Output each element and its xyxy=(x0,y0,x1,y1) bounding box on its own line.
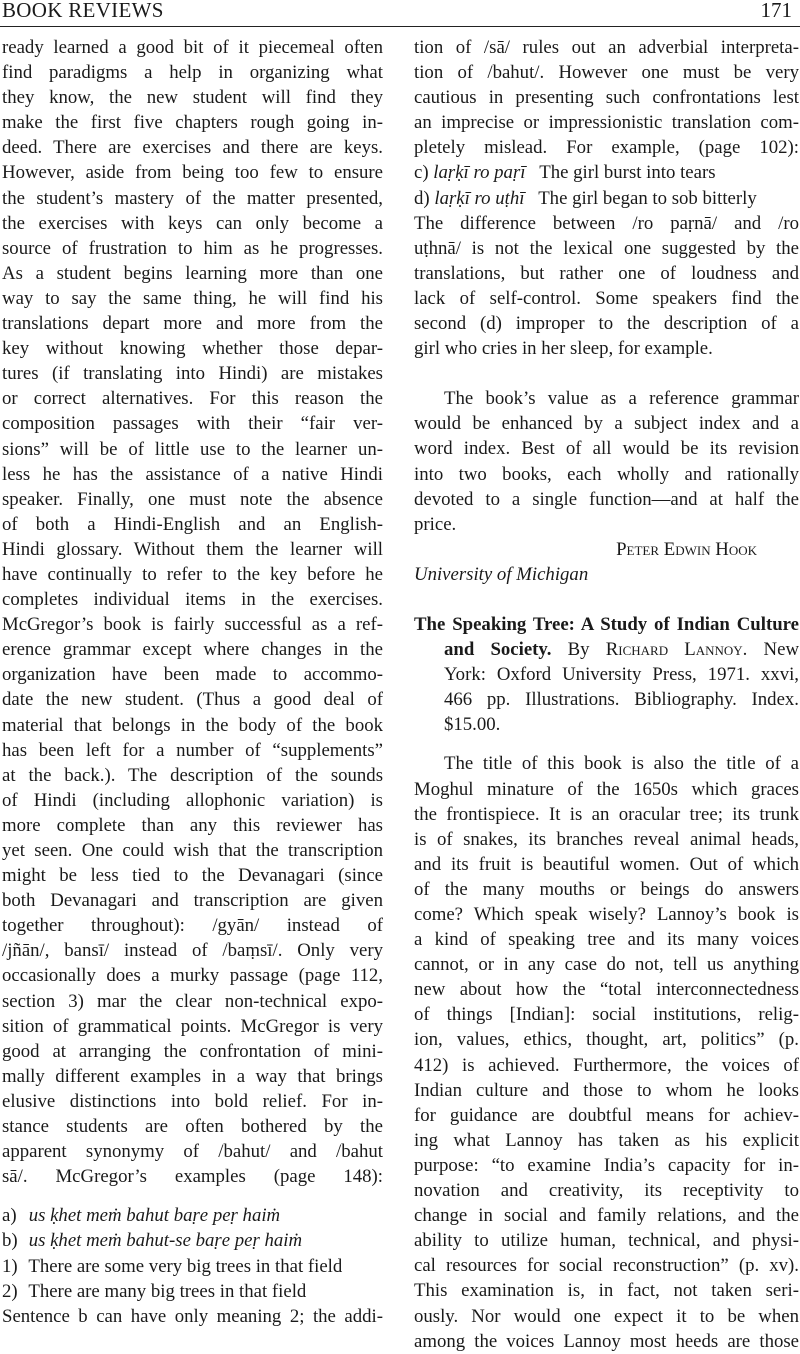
review-line: change in social and family relations, and the xyxy=(414,1205,799,1227)
closing-line: would be enhanced by a subject index and a xyxy=(414,413,799,435)
book-title-line-2 xyxy=(414,637,799,662)
left-text-line: of both a Hindi-English and an English- xyxy=(2,513,383,535)
left-text-line: completes individual items in the exercises. xyxy=(2,589,383,611)
review-line: among the voices Lannoy most heeds are those xyxy=(414,1330,799,1352)
left-column xyxy=(2,35,383,1329)
left-text-line: translations depart more and more from the xyxy=(2,313,383,335)
page-header xyxy=(0,0,800,24)
right-text-line: The difference between /ro paṛnā/ and /ro xyxy=(414,212,799,234)
closing-line: price. xyxy=(414,513,457,535)
left-text-line: composition passages with their “fair ver- xyxy=(2,413,383,435)
left-text-line: key without knowing whether those depar- xyxy=(2,338,383,360)
left-text-line: erence grammar except where changes in the xyxy=(2,639,383,661)
left-text-line: more complete than any this reviewer has xyxy=(2,814,383,836)
left-text-line: way to say the same thing, he will find his xyxy=(2,287,383,309)
left-text-line: deed. There are exercises and there are keys. xyxy=(2,137,383,159)
example-line xyxy=(2,1228,383,1253)
by-word: By xyxy=(567,639,590,661)
book-author: Richard Lannoy. xyxy=(605,639,748,661)
example-line xyxy=(2,1203,383,1228)
left-text-line: find paradigms a help in organizing what xyxy=(2,62,383,84)
example-label: a) xyxy=(2,1205,17,1227)
review-line: the frontispiece. It is an oracular tree; its trunk xyxy=(414,803,799,825)
reviewer-name: Peter Edwin Hook xyxy=(616,538,757,560)
example-label: c) xyxy=(414,162,429,184)
left-text-line: sition of grammatical points. McGregor is very xyxy=(2,1015,383,1037)
review-line: ing what Lannoy has taken as his explicit xyxy=(414,1129,799,1151)
review-line: This examination is, in fact, not taken seri- xyxy=(414,1280,799,1302)
review-line: ously. Nor would one expect it to be when xyxy=(414,1305,799,1327)
closing-paragraph xyxy=(414,386,799,537)
example-line xyxy=(414,186,799,211)
left-text-line: section 3) mar the clear non-technical expo- xyxy=(2,990,383,1012)
right-text-line: girl who cries in her sleep, for example. xyxy=(414,338,713,360)
left-text-line: sā/. McGregor’s examples (page 148): xyxy=(2,1166,383,1188)
review-line: ability to utilize human, technical, and physi- xyxy=(414,1230,799,1252)
left-text-line: elusive distinctions into bold relief. For in- xyxy=(2,1090,383,1112)
right-column xyxy=(414,35,799,1354)
left-text-line: However, aside from being too few to ensure xyxy=(2,162,383,184)
left-text-line: yet seen. One could wish that the transcription xyxy=(2,840,383,861)
review-line: is of snakes, its branches reveal animal heads, xyxy=(414,828,799,850)
left-text-line: speaker. Finally, one must note the absence xyxy=(2,488,383,510)
example-label: 1) xyxy=(2,1255,18,1277)
left-text-line: As a student begins learning more than one xyxy=(2,262,383,284)
left-text-line: of Hindi (including allophonic variation) is xyxy=(2,789,383,811)
reviewer-affiliation: University of Michigan xyxy=(414,563,589,585)
review-line: purpose: “to examine India’s capacity for in- xyxy=(414,1154,799,1176)
review-line: novation and creativity, its receptivity to xyxy=(414,1180,799,1202)
left-text-line: occasionally does a murky passage (page 112, xyxy=(2,965,383,987)
right-text-line: cautious in presenting such confrontations lest xyxy=(414,87,799,109)
left-text-line: McGregor’s book is fairly successful as a ref- xyxy=(2,614,383,636)
header-rule xyxy=(0,26,800,27)
book-entry xyxy=(414,612,799,737)
left-last-line: Sentence b can have only meaning 2; the addi- xyxy=(2,1305,383,1327)
right-text-line: tion of /bahut/. However one must be very xyxy=(414,62,799,84)
left-text-line: organization have been made to accommo- xyxy=(2,664,383,686)
example-line xyxy=(2,1279,383,1304)
left-examples xyxy=(2,1203,383,1303)
right-text-line: tion of /sā/ rules out an adverbial interpreta- xyxy=(414,37,799,58)
example-label: b) xyxy=(2,1230,18,1252)
right-text-line: lack of self-control. Some speakers find the xyxy=(414,287,799,309)
left-text-line: mally different examples in a way that brings xyxy=(2,1065,383,1087)
example-text: laṛḳī ro uṭhī xyxy=(434,187,525,209)
left-text-line: good at arranging the confrontation of mini- xyxy=(2,1040,383,1062)
review-line: a kind of speaking tree and its many voices xyxy=(414,929,799,951)
book-title-line-1: The Speaking Tree: A Study of Indian Culture xyxy=(414,613,799,635)
left-text-line: have continually to refer to the key before he xyxy=(2,563,383,585)
left-text-line: sions” will be of little use to the learner un- xyxy=(2,438,383,460)
right-text-line: second (d) improper to the description of a xyxy=(414,313,799,335)
book-title-end: and Society. xyxy=(444,639,552,661)
review-line: 412) is achieved. Furthermore, the voices of xyxy=(414,1054,799,1076)
right-examples xyxy=(414,160,799,210)
review-line: for guidance are doubtful means for achiev- xyxy=(414,1104,799,1126)
closing-line: devoted to a single function—and at half the xyxy=(414,488,799,510)
right-column-mid xyxy=(414,211,799,362)
left-text-line: or correct alternatives. For this reason the xyxy=(2,388,383,410)
example-gloss: The girl burst into tears xyxy=(539,162,716,184)
review-line: and its fruit is beautiful women. Out of which xyxy=(414,853,799,875)
book-price: $15.00. xyxy=(444,714,501,736)
running-head: BOOK REVIEWS xyxy=(2,0,164,22)
left-text-line: they know, the new student will find they xyxy=(2,87,383,109)
example-gloss: The girl began to sob bitterly xyxy=(538,187,757,209)
example-label: 2) xyxy=(2,1280,18,1302)
closing-line: The book’s value as a reference grammar xyxy=(444,388,799,410)
left-text-line: make the first five chapters rough going in- xyxy=(2,112,383,134)
left-text-line: material that belongs in the body of the book xyxy=(2,714,383,736)
right-text-line: uṭhnā/ is not the lexical one suggested by the xyxy=(414,237,799,259)
review-line: of the many mouths or beings do answers xyxy=(414,878,799,900)
example-label: d) xyxy=(414,187,430,209)
page-number: 171 xyxy=(760,0,792,22)
left-text-line: apparent synonymy of /bahut/ and /bahut xyxy=(2,1141,383,1163)
book-details-line: 466 pp. Illustrations. Bibliography. Index. xyxy=(444,689,799,711)
review-line: ion, values, ethics, thought, art, politics” (p. xyxy=(414,1029,799,1051)
review-line: new about how the “total interconnectedness xyxy=(414,979,799,1001)
review-line: of things [Indian]: social institutions, relig- xyxy=(414,1004,799,1026)
left-text-line: stance students are often bothered by the xyxy=(2,1116,383,1138)
left-text-line: both Devanagari and transcription are given xyxy=(2,890,383,912)
review-line: cannot, or in any case do not, tell us anything xyxy=(414,954,799,976)
after-author: New xyxy=(763,639,799,661)
right-text-line: pletely mislead. For example, (page 102): xyxy=(414,137,799,159)
left-text-line: date the new student. (Thus a good deal of xyxy=(2,689,383,711)
right-column-top xyxy=(414,35,799,160)
review-line: cal resources for social reconstruction” (p. xv). xyxy=(414,1255,799,1277)
example-text: There are some very big trees in that field xyxy=(28,1255,343,1277)
left-text-line: /jñān/, bansī/ instead of /baṃsī/. Only very xyxy=(2,940,383,962)
example-text: us ḳhet meṁ bahut baṛe peṛ haiṁ xyxy=(28,1205,281,1227)
left-text-line: together throughout): /gyān/ instead of xyxy=(2,915,383,937)
example-line xyxy=(414,160,799,185)
left-text-line: has been left for a number of “supplements” xyxy=(2,739,383,761)
review-line: Moghul minature of the 1650s which graces xyxy=(414,778,799,800)
example-text: us ḳhet meṁ bahut-se baṛe peṛ haiṁ xyxy=(28,1230,303,1252)
right-text-line: translations, but rather one of loudness and xyxy=(414,262,799,284)
review-body xyxy=(414,751,799,1353)
left-text-line: tures (if translating into Hindi) are mistakes xyxy=(2,363,383,385)
example-text: There are many big trees in that field xyxy=(28,1280,307,1302)
left-text-line: less he has the assistance of a native Hindi xyxy=(2,463,383,485)
left-text-line: the exercises with keys can only become a xyxy=(2,212,383,234)
book-publisher-line: York: Oxford University Press, 1971. xxvi, xyxy=(444,664,799,686)
closing-line: word index. Best of all would be its revision xyxy=(414,438,799,460)
left-text-line: Hindi glossary. Without them the learner will xyxy=(2,538,383,560)
right-text-line: an imprecise or impressionistic translation com- xyxy=(414,112,799,134)
review-line: Indian culture and those to whom he looks xyxy=(414,1079,799,1101)
left-text-line: the student’s mastery of the matter presented, xyxy=(2,187,383,209)
left-text-line: might be less tied to the Devanagari (since xyxy=(2,865,383,887)
review-line: come? Which speak wisely? Lannoy’s book is xyxy=(414,904,799,925)
example-line xyxy=(2,1254,383,1279)
left-column-text xyxy=(2,35,383,1189)
example-text: laṛḳī ro paṛī xyxy=(433,162,526,184)
left-text-line: ready learned a good bit of it piecemeal often xyxy=(2,37,383,58)
reviewer-signature xyxy=(414,537,799,562)
left-text-line: at the back.). The description of the sounds xyxy=(2,764,383,786)
review-line: The title of this book is also the title of a xyxy=(444,753,799,775)
left-text-line: source of frustration to him as he progresses. xyxy=(2,237,383,259)
closing-line: into two books, each wholly and rationally xyxy=(414,463,799,485)
